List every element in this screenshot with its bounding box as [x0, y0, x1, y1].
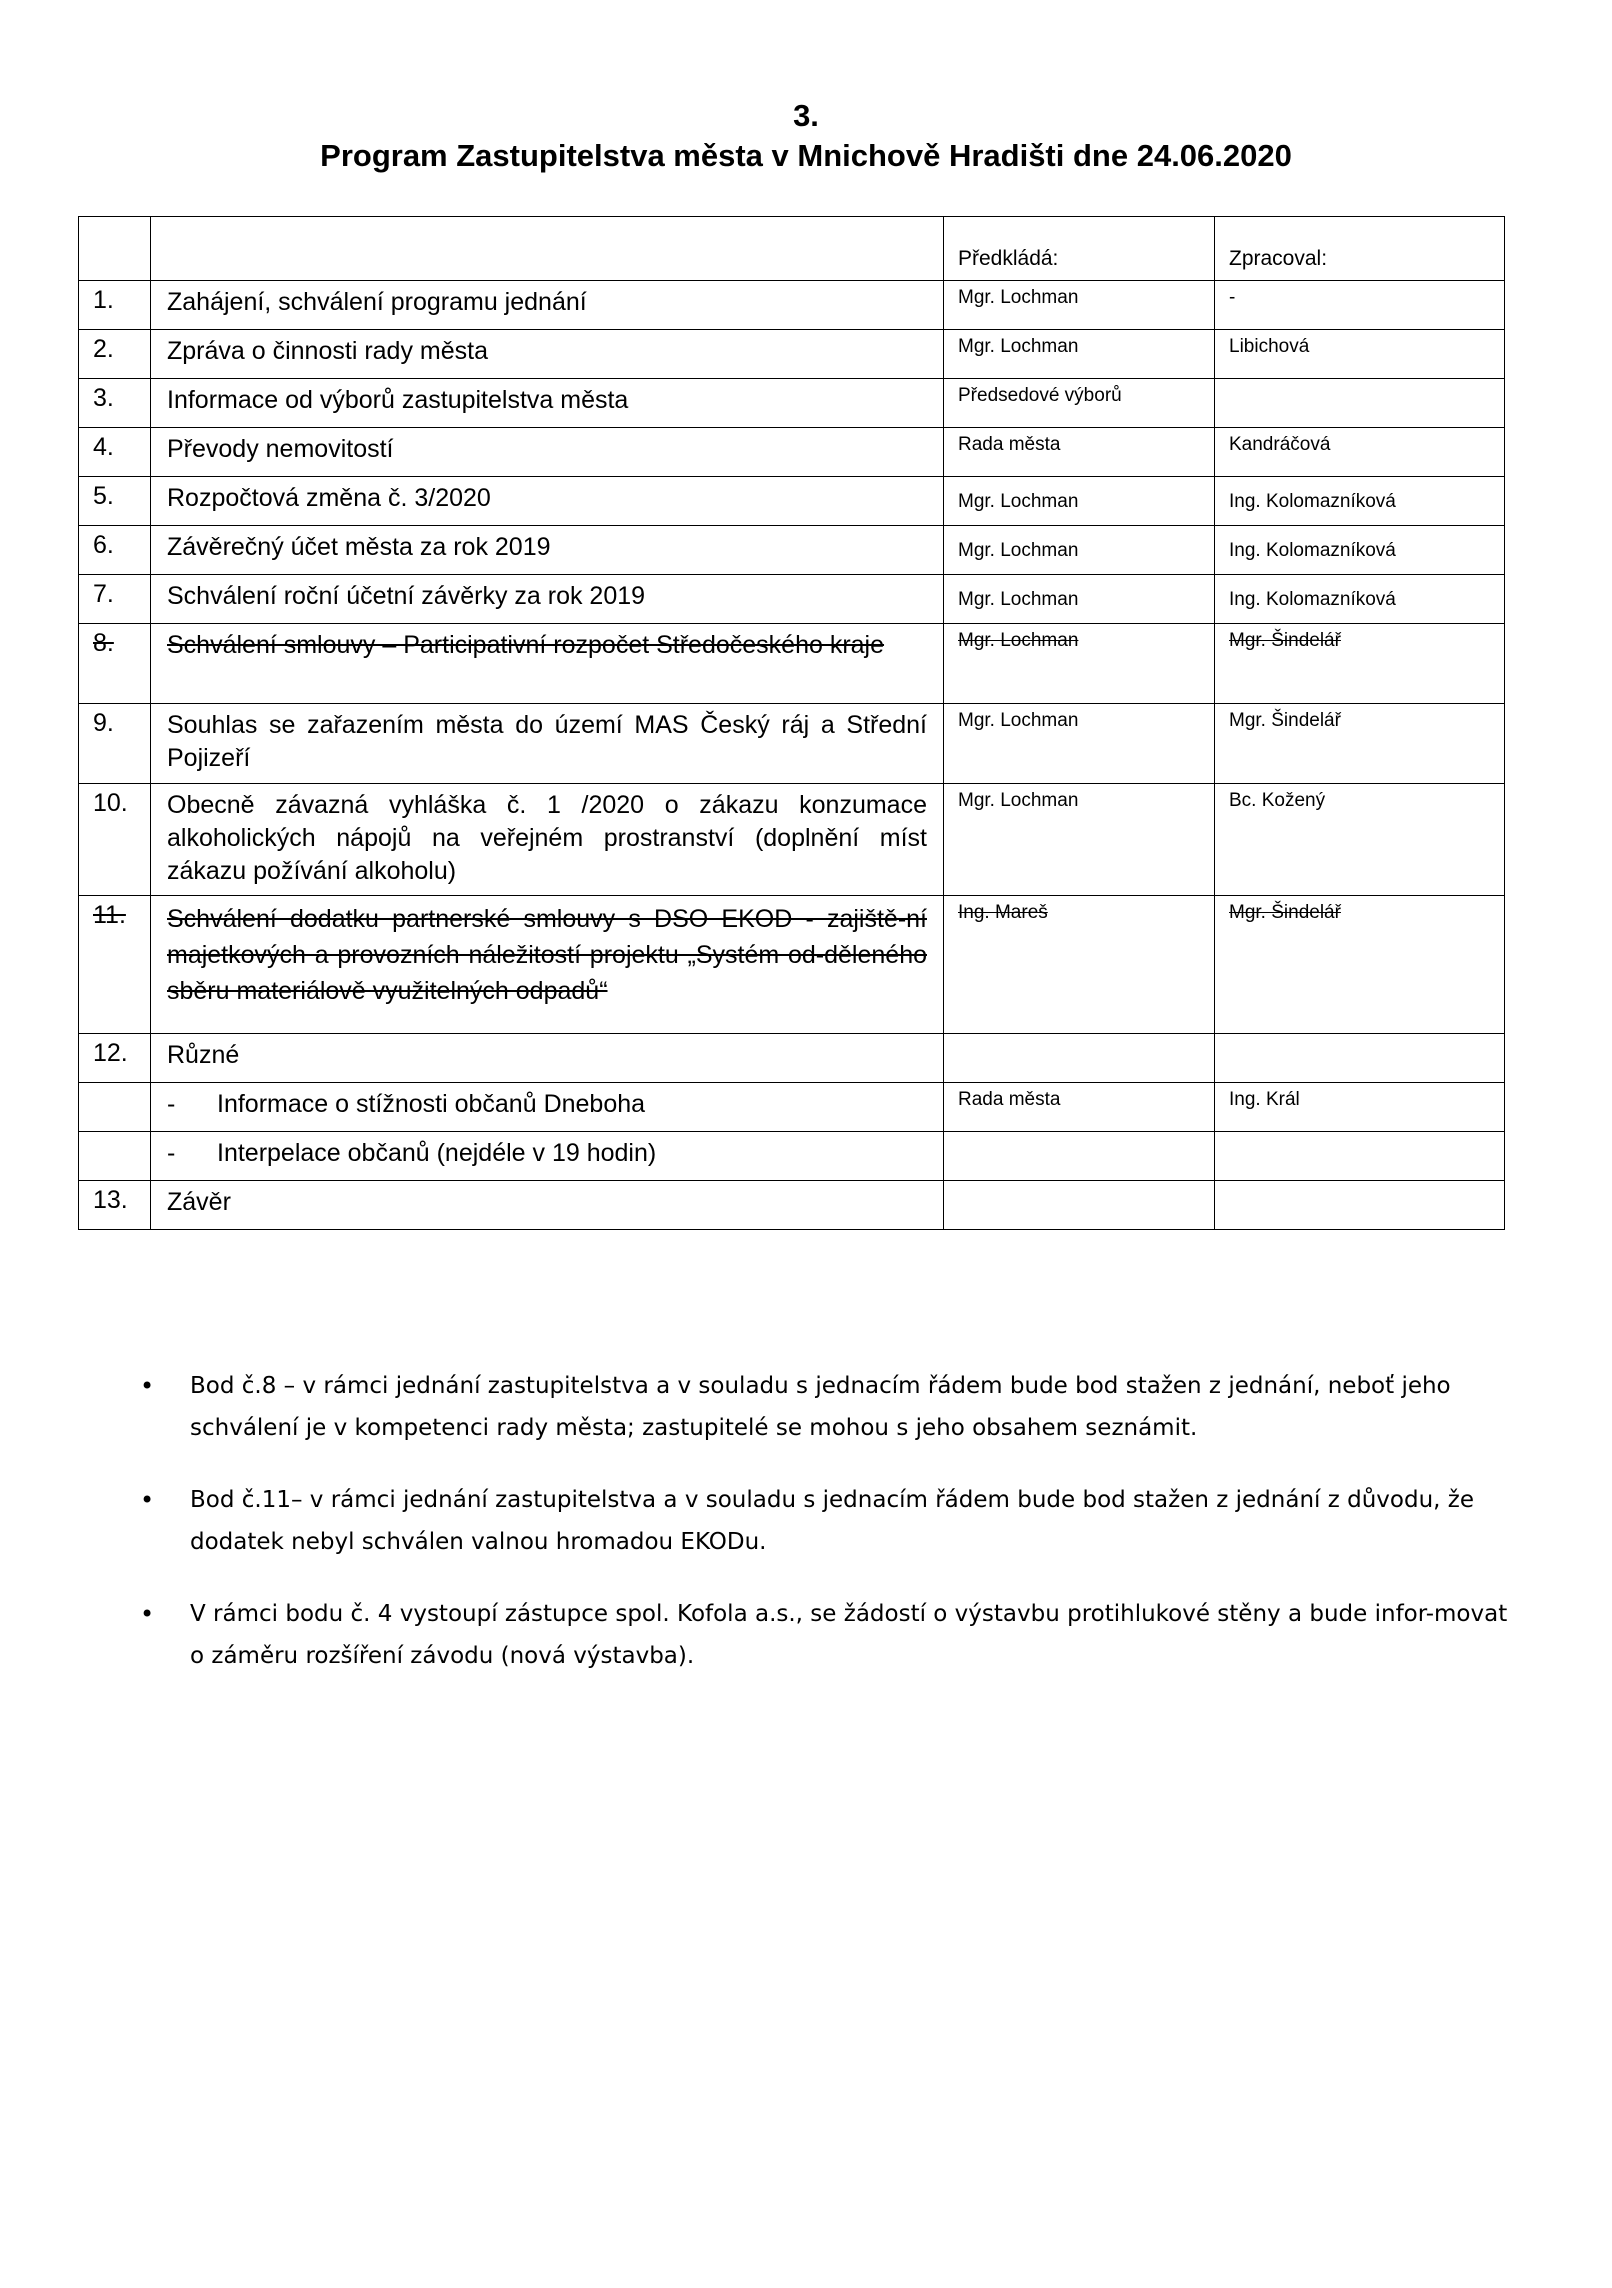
- row-presenter: Mgr. Lochman: [944, 526, 1215, 575]
- row-processor: -: [1215, 281, 1505, 330]
- note-text: V rámci bodu č. 4 vystoupí zástupce spol. Kofola a.s., se žádostí o výstavbu protihlukové stěny a bude infor-movat o záměru rozšíření závodu (nová výstavba).: [190, 1601, 1508, 1669]
- table-row: [79, 575, 1505, 624]
- table-row-withdrawn: [79, 896, 1505, 1034]
- table-row: [79, 704, 1505, 784]
- note-text: Bod č.11– v rámci jednání zastupitelstva a v souladu s jednacím řádem bude bod stažen z jednání z důvodu, že dodatek nebyl schválen valnou hromadou EKODu.: [190, 1487, 1474, 1555]
- row-processor: Mgr. Šindelář: [1215, 624, 1505, 704]
- row-presenter: Mgr. Lochman: [944, 330, 1215, 379]
- header-item-cell: [151, 217, 944, 281]
- header-num-cell: [79, 217, 151, 281]
- table-row: [79, 330, 1505, 379]
- table-row: [79, 1181, 1505, 1230]
- note-text: Bod č.8 – v rámci jednání zastupitelstva a v souladu s jednacím řádem bude bod stažen z jednání, neboť jeho schválení je v kompetenci rady města; zastupitelé se mohou s jeho obsahem seznámit.: [190, 1373, 1451, 1441]
- row-item-text: Informace o stížnosti občanů Dneboha: [217, 1090, 646, 1118]
- row-item: Závěrečný účet města za rok 2019: [151, 526, 944, 575]
- row-presenter: Rada města: [944, 428, 1215, 477]
- row-processor: [1215, 1034, 1505, 1083]
- bullet-icon: •: [140, 1372, 155, 1400]
- row-processor: Kandráčová: [1215, 428, 1505, 477]
- table-row: [79, 379, 1505, 428]
- table-header-row: [79, 217, 1505, 281]
- row-presenter: Rada města: [944, 1083, 1215, 1132]
- dash-bullet: -: [167, 1090, 176, 1118]
- row-number: [79, 1132, 151, 1181]
- row-processor: [1215, 1132, 1505, 1181]
- row-presenter: Mgr. Lochman: [944, 281, 1215, 330]
- table-row: [79, 477, 1505, 526]
- row-processor: Libichová: [1215, 330, 1505, 379]
- row-item: Různé: [151, 1034, 944, 1083]
- row-item: Zahájení, schválení programu jednání: [151, 281, 944, 330]
- row-processor: Ing. Kolomazníková: [1215, 526, 1505, 575]
- row-processor: Mgr. Šindelář: [1215, 896, 1505, 1034]
- header-processor: Zpracoval:: [1215, 217, 1505, 281]
- row-item: Informace od výborů zastupitelstva města: [151, 379, 944, 428]
- row-presenter: Mgr. Lochman: [944, 624, 1215, 704]
- row-number: 12.: [79, 1034, 151, 1083]
- row-processor: Bc. Kožený: [1215, 784, 1505, 896]
- table-subrow: [79, 1083, 1505, 1132]
- page-title: Program Zastupitelstva města v Mnichově Hradišti dne 24.06.2020: [320, 138, 1292, 173]
- table-row-withdrawn: [79, 624, 1505, 704]
- row-number: 10.: [79, 784, 151, 896]
- row-number: 6.: [79, 526, 151, 575]
- row-item: [151, 1083, 944, 1132]
- header-presenter: Předkládá:: [944, 217, 1215, 281]
- table-row: [79, 784, 1505, 896]
- row-processor: Ing. Kolomazníková: [1215, 575, 1505, 624]
- row-item: Závěr: [151, 1181, 944, 1230]
- row-presenter: Mgr. Lochman: [944, 784, 1215, 896]
- row-processor: Mgr. Šindelář: [1215, 704, 1505, 784]
- agenda-table: [78, 216, 1505, 1230]
- row-number: 11.: [79, 896, 151, 1034]
- row-number: 1.: [79, 281, 151, 330]
- note-item: [140, 1365, 1520, 1449]
- row-item: Obecně závazná vyhláška č. 1 /2020 o zákazu konzumace alkoholických nápojů na veřejném prostranství (doplnění míst zákazu požívání alkoholu): [151, 784, 944, 896]
- row-presenter: Mgr. Lochman: [944, 704, 1215, 784]
- row-item: Převody nemovitostí: [151, 428, 944, 477]
- row-item: Rozpočtová změna č. 3/2020: [151, 477, 944, 526]
- row-item-text: Interpelace občanů (nejdéle v 19 hodin): [217, 1139, 657, 1167]
- row-processor: [1215, 379, 1505, 428]
- row-processor: [1215, 1181, 1505, 1230]
- row-number: 13.: [79, 1181, 151, 1230]
- table-row: [79, 1034, 1505, 1083]
- note-item: [140, 1593, 1520, 1677]
- row-number: 2.: [79, 330, 151, 379]
- row-processor: Ing. Kolomazníková: [1215, 477, 1505, 526]
- row-number: 9.: [79, 704, 151, 784]
- row-presenter: [944, 1034, 1215, 1083]
- row-number: [79, 1083, 151, 1132]
- row-number: 3.: [79, 379, 151, 428]
- bullet-icon: •: [140, 1600, 155, 1628]
- row-number: 5.: [79, 477, 151, 526]
- row-item: Schválení roční účetní závěrky za rok 2019: [151, 575, 944, 624]
- row-presenter: Mgr. Lochman: [944, 477, 1215, 526]
- row-item: Schválení dodatku partnerské smlouvy s DSO EKOD - zajiště-ní majetkových a provozních náležitostí projektu „Systém od-děleného sběru materiálově využitelných odpadů“: [151, 896, 944, 1034]
- row-presenter: Předsedové výborů: [944, 379, 1215, 428]
- row-item: Schválení smlouvy – Participativní rozpočet Středočeského kraje: [151, 624, 944, 704]
- row-number: 7.: [79, 575, 151, 624]
- agenda-number: 3.: [793, 98, 819, 133]
- row-item: Zpráva o činnosti rady města: [151, 330, 944, 379]
- table-row: [79, 281, 1505, 330]
- bullet-icon: •: [140, 1486, 155, 1514]
- row-item: Souhlas se zařazením města do území MAS Český ráj a Střední Pojizeří: [151, 704, 944, 784]
- note-item: [140, 1479, 1520, 1563]
- table-subrow: [79, 1132, 1505, 1181]
- row-presenter: Ing. Mareš: [944, 896, 1215, 1034]
- row-presenter: Mgr. Lochman: [944, 575, 1215, 624]
- row-number: 8.: [79, 624, 151, 704]
- dash-bullet: -: [167, 1139, 176, 1167]
- row-presenter: [944, 1132, 1215, 1181]
- row-presenter: [944, 1181, 1215, 1230]
- row-item: [151, 1132, 944, 1181]
- table-row: [79, 526, 1505, 575]
- table-row: [79, 428, 1505, 477]
- notes-list: [140, 1365, 1520, 1707]
- row-processor: Ing. Král: [1215, 1083, 1505, 1132]
- row-number: 4.: [79, 428, 151, 477]
